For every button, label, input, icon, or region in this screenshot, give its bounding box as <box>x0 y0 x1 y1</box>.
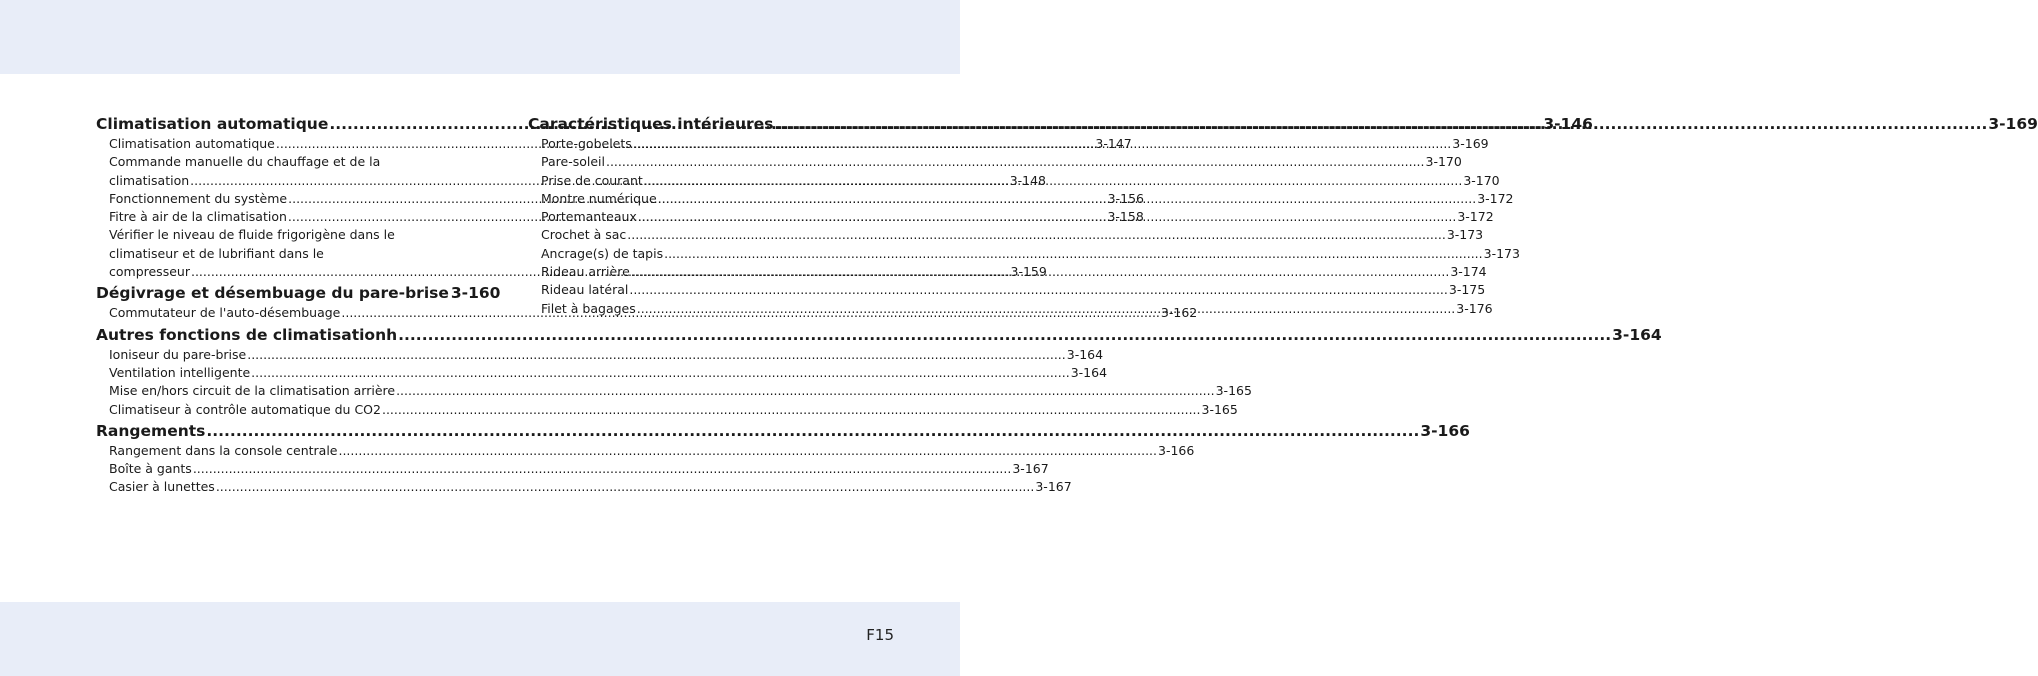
dot-leader <box>664 245 1483 263</box>
toc-page-ref: 3-172 <box>1457 209 1494 225</box>
toc-page-ref: 3-165 <box>1201 401 1238 417</box>
dot-leader <box>638 208 1457 226</box>
toc-page-ref: 3-164 <box>1066 346 1104 362</box>
toc-entry-title: compresseur <box>109 264 190 280</box>
dot-leader <box>644 172 1463 190</box>
toc-entry <box>96 478 1072 496</box>
dot-leader <box>627 226 1446 244</box>
dot-leader <box>382 401 1201 419</box>
dot-leader <box>216 478 1035 496</box>
toc-page-ref: 3-169 <box>1988 115 2038 133</box>
dot-leader <box>606 153 1425 171</box>
toc-entry-title: Filet à bagages <box>541 300 636 316</box>
toc-entry-title: Autres fonctions de climatisationh <box>96 325 398 344</box>
toc-entry-title: Fonctionnement du système <box>109 190 288 206</box>
header-band <box>0 0 960 74</box>
toc-entry-title: Porte-gobelets <box>541 136 632 151</box>
toc-entry-title: Vérifier le niveau de fluide frigorigène dans le <box>109 227 395 243</box>
toc-page-ref: 3-158 <box>1107 209 1144 225</box>
dot-leader <box>193 460 1012 478</box>
toc-page-ref: 3-167 <box>1012 461 1049 477</box>
toc-entry-title: Ventilation intelligente <box>109 364 251 380</box>
toc-page-ref: 3-164 <box>1070 364 1108 380</box>
toc-page-ref: 3-156 <box>1107 190 1144 206</box>
toc-entry-title: climatisation <box>109 172 190 188</box>
toc-entry-title: Climatiseur à contrôle automatique du CO2 <box>109 401 381 417</box>
toc-entry <box>96 442 1195 460</box>
toc-entry-title: Rangements <box>96 421 206 440</box>
toc-entry-title: Ioniseur du pare-brise <box>109 346 247 362</box>
toc-page-ref: 3-173 <box>1483 245 1520 261</box>
toc-entry-title: Caractéristiques intérieures <box>528 115 774 133</box>
page-number: F15 <box>866 626 894 644</box>
dot-leader <box>629 281 1448 299</box>
toc-page-ref: 3-160 <box>450 284 501 303</box>
toc-entry-title: Climatisation automatique <box>96 115 329 133</box>
toc-page-ref: 3-166 <box>1158 442 1195 458</box>
toc-entry-title: Boîte à gants <box>109 461 192 477</box>
toc-page-ref: 3-172 <box>1477 190 1514 206</box>
dot-leader <box>631 263 1450 281</box>
toc-entry-title: Rangement dans la console centrale <box>109 442 338 458</box>
toc-page-ref: 3-175 <box>1448 282 1486 298</box>
toc-page-ref: 3-170 <box>1425 154 1462 170</box>
toc-page-ref: 3-166 <box>1420 421 1470 440</box>
toc-page-ref: 3-173 <box>1446 227 1484 243</box>
toc-page-ref: 3-159 <box>1010 264 1047 280</box>
toc-page-ref: 3-176 <box>1456 300 1493 316</box>
toc-entry-title: Commande manuelle du chauffage et de la <box>109 154 381 170</box>
toc-entry-title: Fitre à air de la climatisation <box>109 209 287 225</box>
toc-entry-title: Casier à lunettes <box>109 479 215 495</box>
toc-entry-title: Portemanteaux <box>541 209 637 225</box>
toc-entry-title: Commutateur de l'auto-désembuage <box>109 305 341 321</box>
toc-entry <box>96 460 1049 478</box>
toc-entry-title: Rideau arrière <box>541 264 630 280</box>
toc-entry <box>96 245 462 263</box>
toc-entry <box>528 245 1520 263</box>
dot-leader <box>637 300 1456 318</box>
toc-entry-title: Montre numérique <box>541 190 657 206</box>
dot-leader <box>398 325 1611 346</box>
toc-page-ref: 3-162 <box>1160 305 1198 321</box>
toc-section-heading <box>96 283 501 304</box>
toc-entry-title: Mise en/hors circuit de la climatisation arrière <box>109 383 396 399</box>
toc-entry <box>96 382 1252 400</box>
dot-leader <box>338 442 1157 460</box>
dot-leader <box>251 364 1070 382</box>
toc-entry <box>96 346 1104 364</box>
toc-entry <box>96 364 1108 382</box>
dot-leader <box>206 421 1419 442</box>
toc-entry-title: Dégivrage et désembuage du pare-brise <box>96 284 449 303</box>
dot-leader <box>774 114 1987 135</box>
toc-entry-title: Pare-soleil <box>541 154 605 170</box>
toc-entry-title: Rideau latéral <box>541 282 629 298</box>
toc-page-ref: 3-146 <box>1543 115 1593 133</box>
toc-entry-title: Climatisation automatique <box>109 136 275 151</box>
dot-leader <box>658 190 1477 208</box>
toc-entry <box>96 401 1238 419</box>
toc-entry <box>96 153 462 171</box>
toc-section-heading <box>96 325 1662 346</box>
toc-entry-title: Ancrage(s) de tapis <box>541 245 664 261</box>
dot-leader <box>633 135 1452 153</box>
toc-page-ref: 3-147 <box>1095 136 1132 151</box>
toc-entry <box>528 153 1462 171</box>
toc-page-ref: 3-170 <box>1463 172 1500 188</box>
toc-page-ref: 3-164 <box>1612 325 1662 344</box>
toc-page-ref: 3-167 <box>1035 479 1072 495</box>
toc-entry-title: Prise de courant <box>541 172 643 188</box>
toc-entry-title: Crochet à sac <box>541 227 627 243</box>
toc-page-ref: 3-169 <box>1452 136 1489 151</box>
toc-page-ref: 3-148 <box>1009 172 1047 188</box>
toc-entry <box>528 281 1486 299</box>
dot-leader <box>396 382 1215 400</box>
toc-page-ref: 3-165 <box>1215 383 1252 399</box>
toc-page-ref: 3-174 <box>1450 264 1487 280</box>
toc-entry-title: climatiseur et de lubrifiant dans le <box>109 245 324 261</box>
toc-section-heading <box>96 421 1470 442</box>
toc-entry <box>96 226 462 244</box>
dot-leader <box>247 346 1066 364</box>
toc-entry <box>528 226 1484 244</box>
footer-band <box>0 602 960 676</box>
